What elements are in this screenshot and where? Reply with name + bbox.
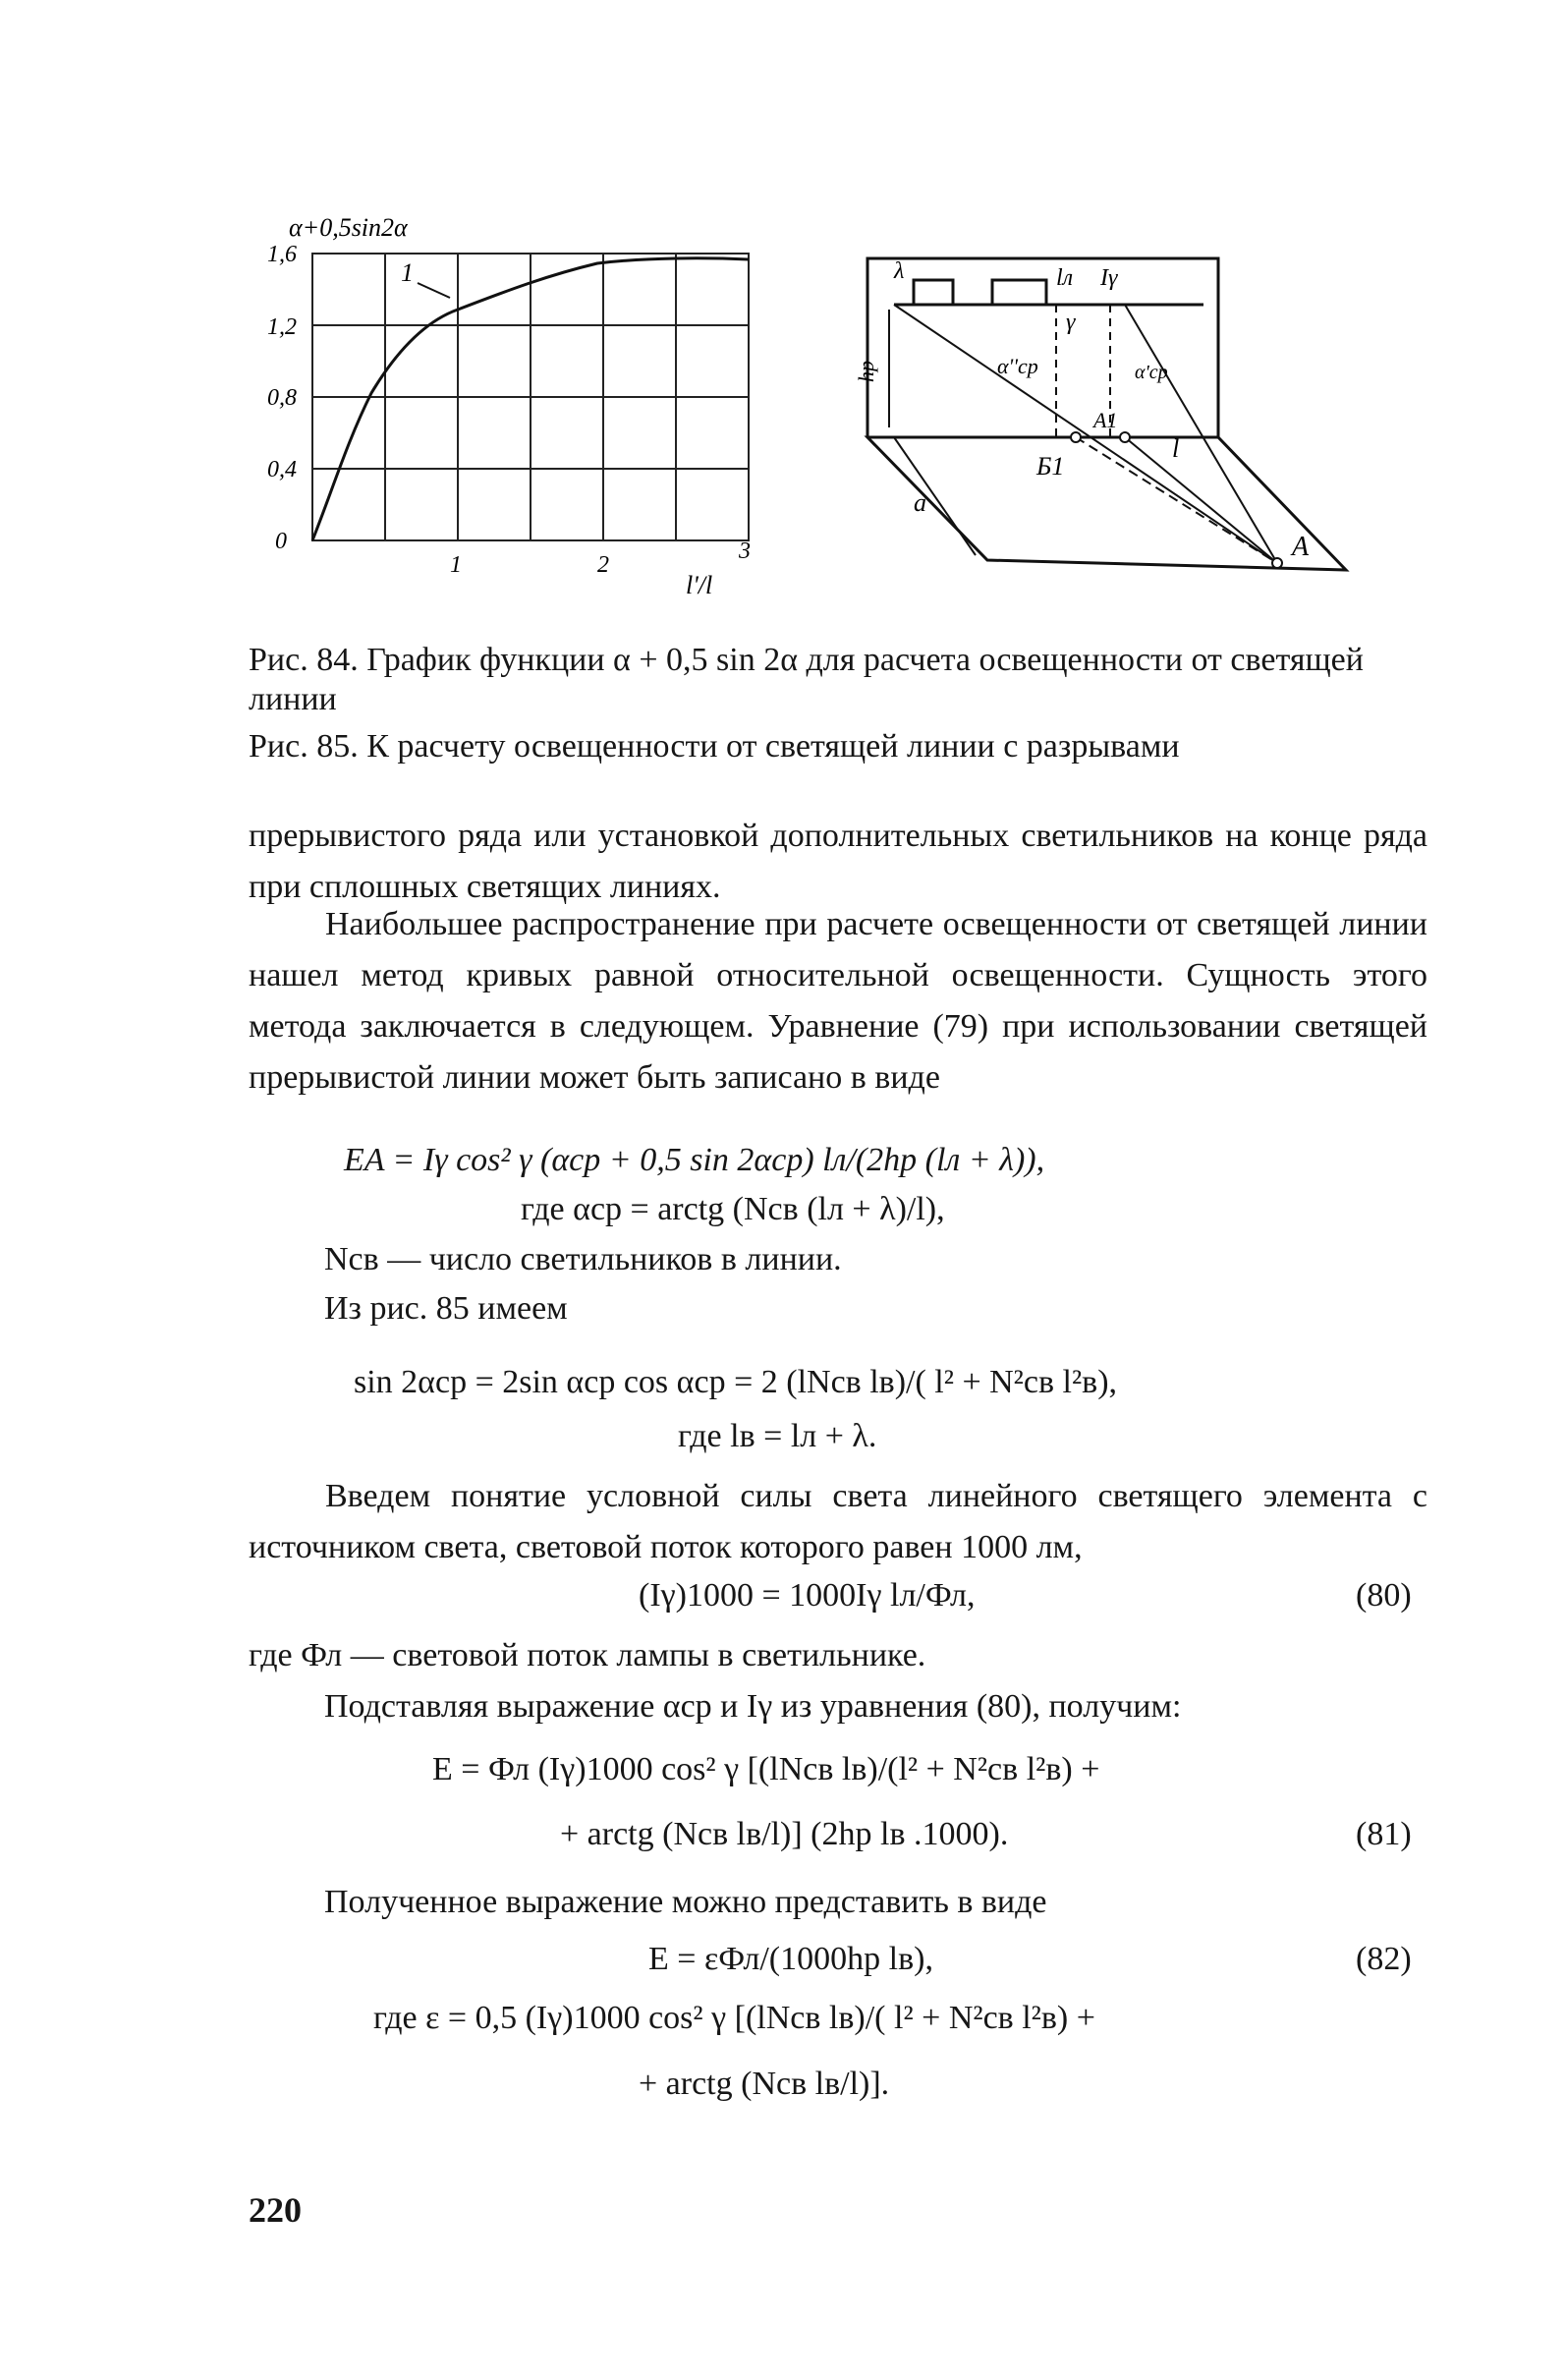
equation-EA: EA = Iγ cos² γ (αср + 0,5 sin 2αср) lл/(2hр (lл + λ)), (344, 1142, 1045, 1178)
equation-80-number: (80) (1356, 1577, 1412, 1614)
y-axis-label: α+0,5sin2α (289, 213, 408, 242)
figure-84-chart (253, 197, 804, 629)
label-l-lamp: lл (1056, 265, 1074, 291)
paragraph-4: Подставляя выражение αср и Iγ из уравнения (80), получим: (324, 1688, 1182, 1725)
label-hp: hp (854, 361, 878, 382)
equation-81-line-1: E = Фл (Iγ)1000 cos² γ [(lNсв lв)/(l² + N²св l²в) + (432, 1751, 1100, 1787)
page-number: 220 (249, 2190, 302, 2230)
curve-label: 1 (401, 258, 414, 287)
x-axis-label: l'/l (686, 571, 713, 599)
paragraph-1-text: прерывистого ряда или установкой дополнительных светильников на конце ряда при сплошных светящих линиях. (249, 818, 1427, 905)
paragraph-2-text: Наибольшее распространение при расчете освещенности от светящей линии нашел метод кривых равной относительной освещенности. Сущность этого метода заключается в следующем. Уравнение (79) при использовании светящей прерывистой линии может быть записано в виде (249, 906, 1427, 1096)
y-tick-0-4: 0,4 (267, 457, 297, 482)
x-tick-3: 3 (739, 538, 751, 564)
label-gamma: γ (1066, 310, 1076, 335)
equation-81-number: (81) (1356, 1816, 1412, 1852)
figure-85-diagram (854, 251, 1361, 604)
equation-lv: где lв = lл + λ. (678, 1418, 877, 1454)
x-tick-2: 2 (597, 552, 609, 578)
label-alpha-cp2: α''ср (997, 354, 1038, 378)
paragraph-3-text: Введем понятие условной силы света линейного светящего элемента с источником света, световой поток которого равен 1000 лм, (249, 1478, 1427, 1565)
equation-82-number: (82) (1356, 1941, 1412, 1977)
equation-alpha-cp: где αср = arctg (Nсв (lл + λ)/l), (521, 1191, 945, 1227)
y-tick-0: 0 (275, 529, 287, 554)
label-b1: Б1 (1036, 452, 1065, 481)
y-tick-1-6: 1,6 (267, 242, 297, 267)
label-l: l (1172, 434, 1180, 463)
n-definition: Nсв — число светильников в линии. (324, 1241, 842, 1277)
y-tick-0-8: 0,8 (267, 385, 297, 411)
label-lambda: λ (894, 258, 905, 284)
label-a1: A1 (1093, 408, 1118, 432)
x-tick-1: 1 (450, 552, 462, 578)
paragraph-3 (249, 1471, 1427, 1573)
caption-fig85: Рис. 85. К расчету освещенности от светящей линии с разрывами (249, 728, 1180, 765)
phi-definition: где Фл — световой поток лампы в светильнике. (249, 1637, 926, 1673)
label-a: a (914, 488, 926, 517)
equation-sin2alpha: sin 2αср = 2sin αср cos αср = 2 (lNсв lв)/( l² + N²св l²в), (354, 1364, 1118, 1400)
equation-81-line-2: + arctg (Nсв lв/l)] (2hр lв .1000). (560, 1816, 1009, 1852)
from-figure-85: Из рис. 85 имеем (324, 1290, 568, 1327)
equation-82-epsilon-line-1: где ε = 0,5 (Iγ)1000 cos² γ [(lNсв lв)/( l² + N²св l²в) + (373, 2000, 1095, 2036)
label-A: A (1292, 532, 1310, 562)
caption-fig84: Рис. 84. График функции α + 0,5 sin 2α для расчета освещенности от светящей линии (249, 642, 1364, 717)
label-alpha-cp1: α'ср (1135, 362, 1168, 383)
label-i-gamma: Iγ (1100, 265, 1118, 291)
equation-80: (Iγ)1000 = 1000Iγ lл/Фл, (639, 1577, 976, 1614)
paragraph-5: Полученное выражение можно представить в виде (324, 1884, 1047, 1920)
y-tick-1-2: 1,2 (267, 314, 297, 340)
grid (312, 254, 749, 540)
equation-82: E = εФл/(1000hр lв), (648, 1941, 933, 1977)
paragraph-2 (249, 899, 1427, 1104)
paragraph-1 (249, 811, 1427, 913)
equation-82-epsilon-line-2: + arctg (Nсв lв/l)]. (639, 2066, 890, 2102)
